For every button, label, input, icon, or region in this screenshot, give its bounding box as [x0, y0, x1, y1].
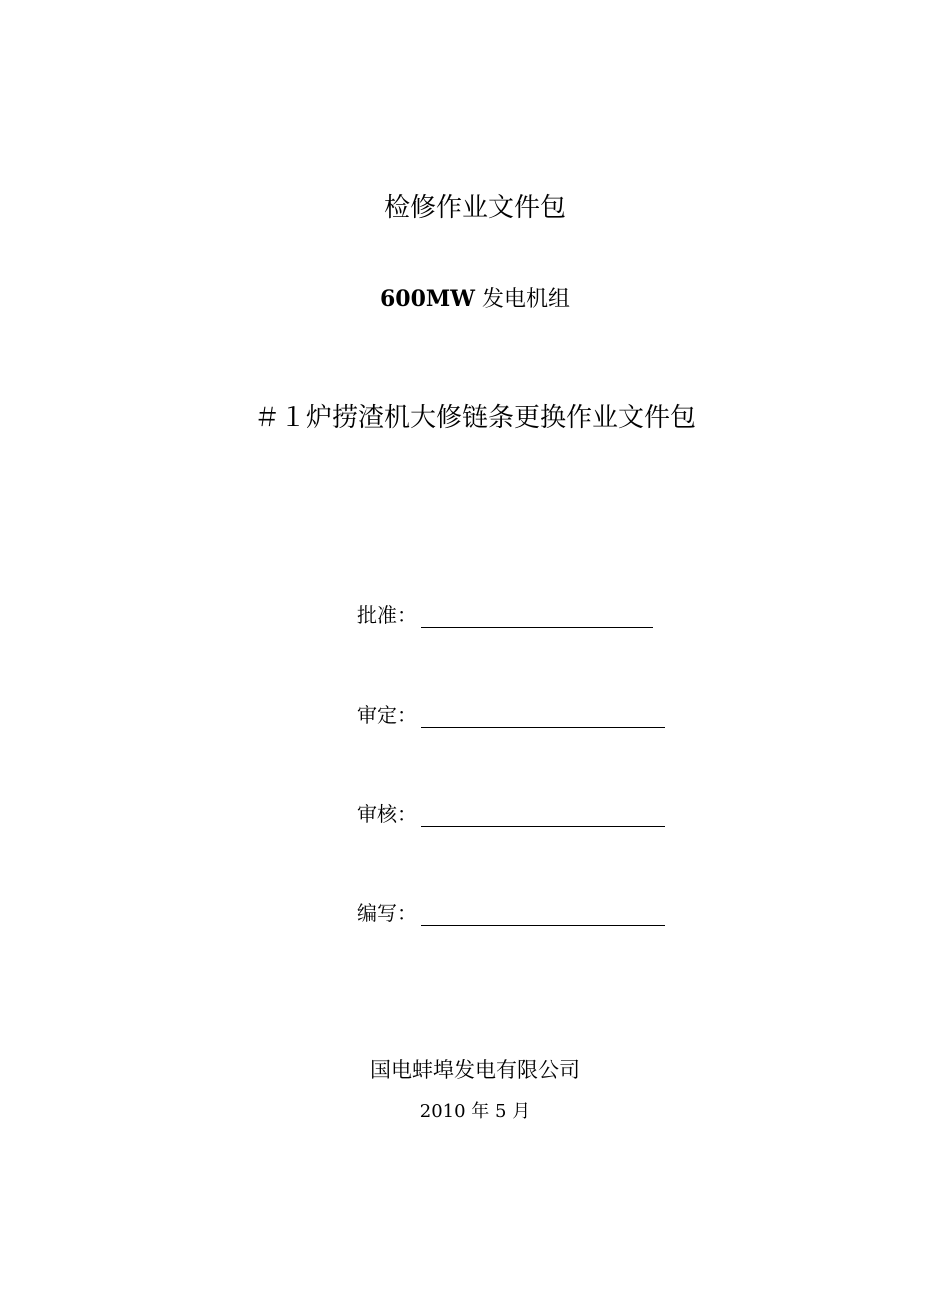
audit-signature-line [421, 802, 665, 827]
approve-signature-row [357, 596, 653, 628]
write-signature-line [421, 901, 665, 926]
unit-capacity: 600MW [380, 286, 475, 312]
company-name: 国电蚌埠发电有限公司 [370, 1058, 580, 1082]
review-signature-row [357, 696, 665, 728]
document-date: 2010 年 5 月 [419, 1101, 531, 1122]
write-label: 编写： [357, 901, 417, 925]
unit-line [0, 284, 950, 315]
review-label: 审定： [357, 703, 417, 727]
document-title: 检修作业文件包 [383, 193, 566, 223]
approve-label: 批准： [357, 603, 417, 627]
audit-label: 审核： [357, 802, 417, 826]
review-signature-line [421, 703, 665, 728]
audit-signature-row [357, 795, 665, 827]
approve-signature-line [421, 603, 653, 628]
unit-suffix: 发电机组 [474, 287, 570, 312]
write-signature-row [357, 894, 665, 926]
main-title: ＃１炉捞渣机大修链条更换作业文件包 [253, 403, 696, 433]
